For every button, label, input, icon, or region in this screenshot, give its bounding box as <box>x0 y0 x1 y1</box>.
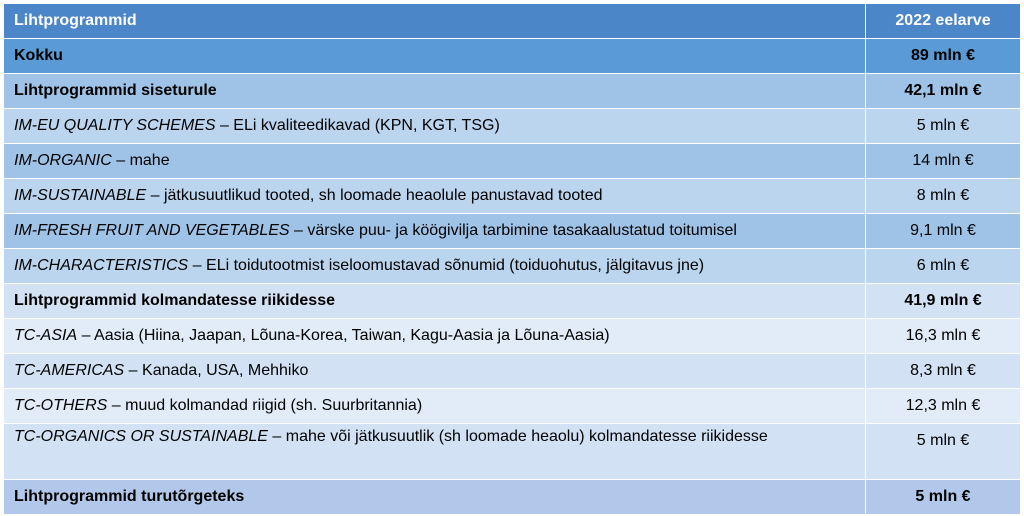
header-row <box>4 4 1021 39</box>
item-description <box>4 144 866 179</box>
table-row <box>4 214 1021 249</box>
table-row <box>4 144 1021 179</box>
budget-table <box>3 3 1021 515</box>
item-description <box>4 354 866 389</box>
program-text: – Aasia (Hiina, Jaapan, Lõuna-Korea, Taiwan, Kagu-Aasia ja Lõuna-Aasia) <box>77 327 610 344</box>
program-text: – jätkusuutlikud tooted, sh loomade heaolule panustavad tooted <box>146 187 603 204</box>
group-label: Lihtprogrammid siseturule <box>4 74 866 109</box>
item-amount: 8 mln € <box>866 179 1021 214</box>
program-code: IM-CHARACTERISTICS <box>14 257 189 274</box>
total-row <box>4 39 1021 74</box>
group-row <box>4 284 1021 319</box>
program-code: IM-FRESH FRUIT AND VEGETABLES <box>14 222 290 239</box>
header-budget-label: 2022 eelarve <box>866 4 1021 39</box>
table-row <box>4 354 1021 389</box>
table-row <box>4 319 1021 354</box>
table-row <box>4 109 1021 144</box>
item-description <box>4 319 866 354</box>
program-text: – ELi toidutootmist iseloomustavad sõnumid (toiduohutus, jälgitavus jne) <box>188 257 705 274</box>
item-amount: 9,1 mln € <box>866 214 1021 249</box>
program-code: IM-ORGANIC <box>14 152 112 169</box>
item-amount: 5 mln € <box>866 424 1021 480</box>
program-code: TC-ORGANICS OR SUSTAINABLE <box>14 428 268 445</box>
program-text: – ELi kvaliteedikavad (KPN, KGT, TSG) <box>215 117 500 134</box>
item-description <box>4 109 866 144</box>
item-amount: 14 mln € <box>866 144 1021 179</box>
total-label: Kokku <box>4 39 866 74</box>
group-amount: 41,9 mln € <box>866 284 1021 319</box>
program-text: – värske puu- ja köögivilja tarbimine tasakaalustatud toitumisel <box>289 222 737 239</box>
table-row <box>4 249 1021 284</box>
item-amount: 5 mln € <box>866 109 1021 144</box>
item-amount: 12,3 mln € <box>866 389 1021 424</box>
item-description <box>4 424 866 480</box>
table-row <box>4 179 1021 214</box>
group-amount: 5 mln € <box>866 480 1021 515</box>
table-row <box>4 424 1021 480</box>
item-description <box>4 214 866 249</box>
program-text: – mahe või jätkusuutlik (sh loomade heaolu) kolmandatesse riikidesse <box>267 428 768 445</box>
group-row <box>4 480 1021 515</box>
program-code: IM-SUSTAINABLE <box>14 187 147 204</box>
program-text: – Kanada, USA, Mehhiko <box>124 362 309 379</box>
program-code: TC-AMERICAS <box>14 362 125 379</box>
item-description <box>4 389 866 424</box>
header-title: Lihtprogrammid <box>4 4 866 39</box>
program-code: TC-ASIA <box>14 327 78 344</box>
item-amount: 8,3 mln € <box>866 354 1021 389</box>
table-row <box>4 389 1021 424</box>
program-text: – muud kolmandad riigid (sh. Suurbritannia) <box>107 397 423 414</box>
group-label: Lihtprogrammid turutõrgeteks <box>4 480 866 515</box>
item-description <box>4 179 866 214</box>
program-text: – mahe <box>111 152 170 169</box>
group-label: Lihtprogrammid kolmandatesse riikidesse <box>4 284 866 319</box>
group-row <box>4 74 1021 109</box>
total-amount: 89 mln € <box>866 39 1021 74</box>
item-amount: 6 mln € <box>866 249 1021 284</box>
item-amount: 16,3 mln € <box>866 319 1021 354</box>
program-code: TC-OTHERS <box>14 397 108 414</box>
item-description <box>4 249 866 284</box>
group-amount: 42,1 mln € <box>866 74 1021 109</box>
program-code: IM-EU QUALITY SCHEMES <box>14 117 216 134</box>
